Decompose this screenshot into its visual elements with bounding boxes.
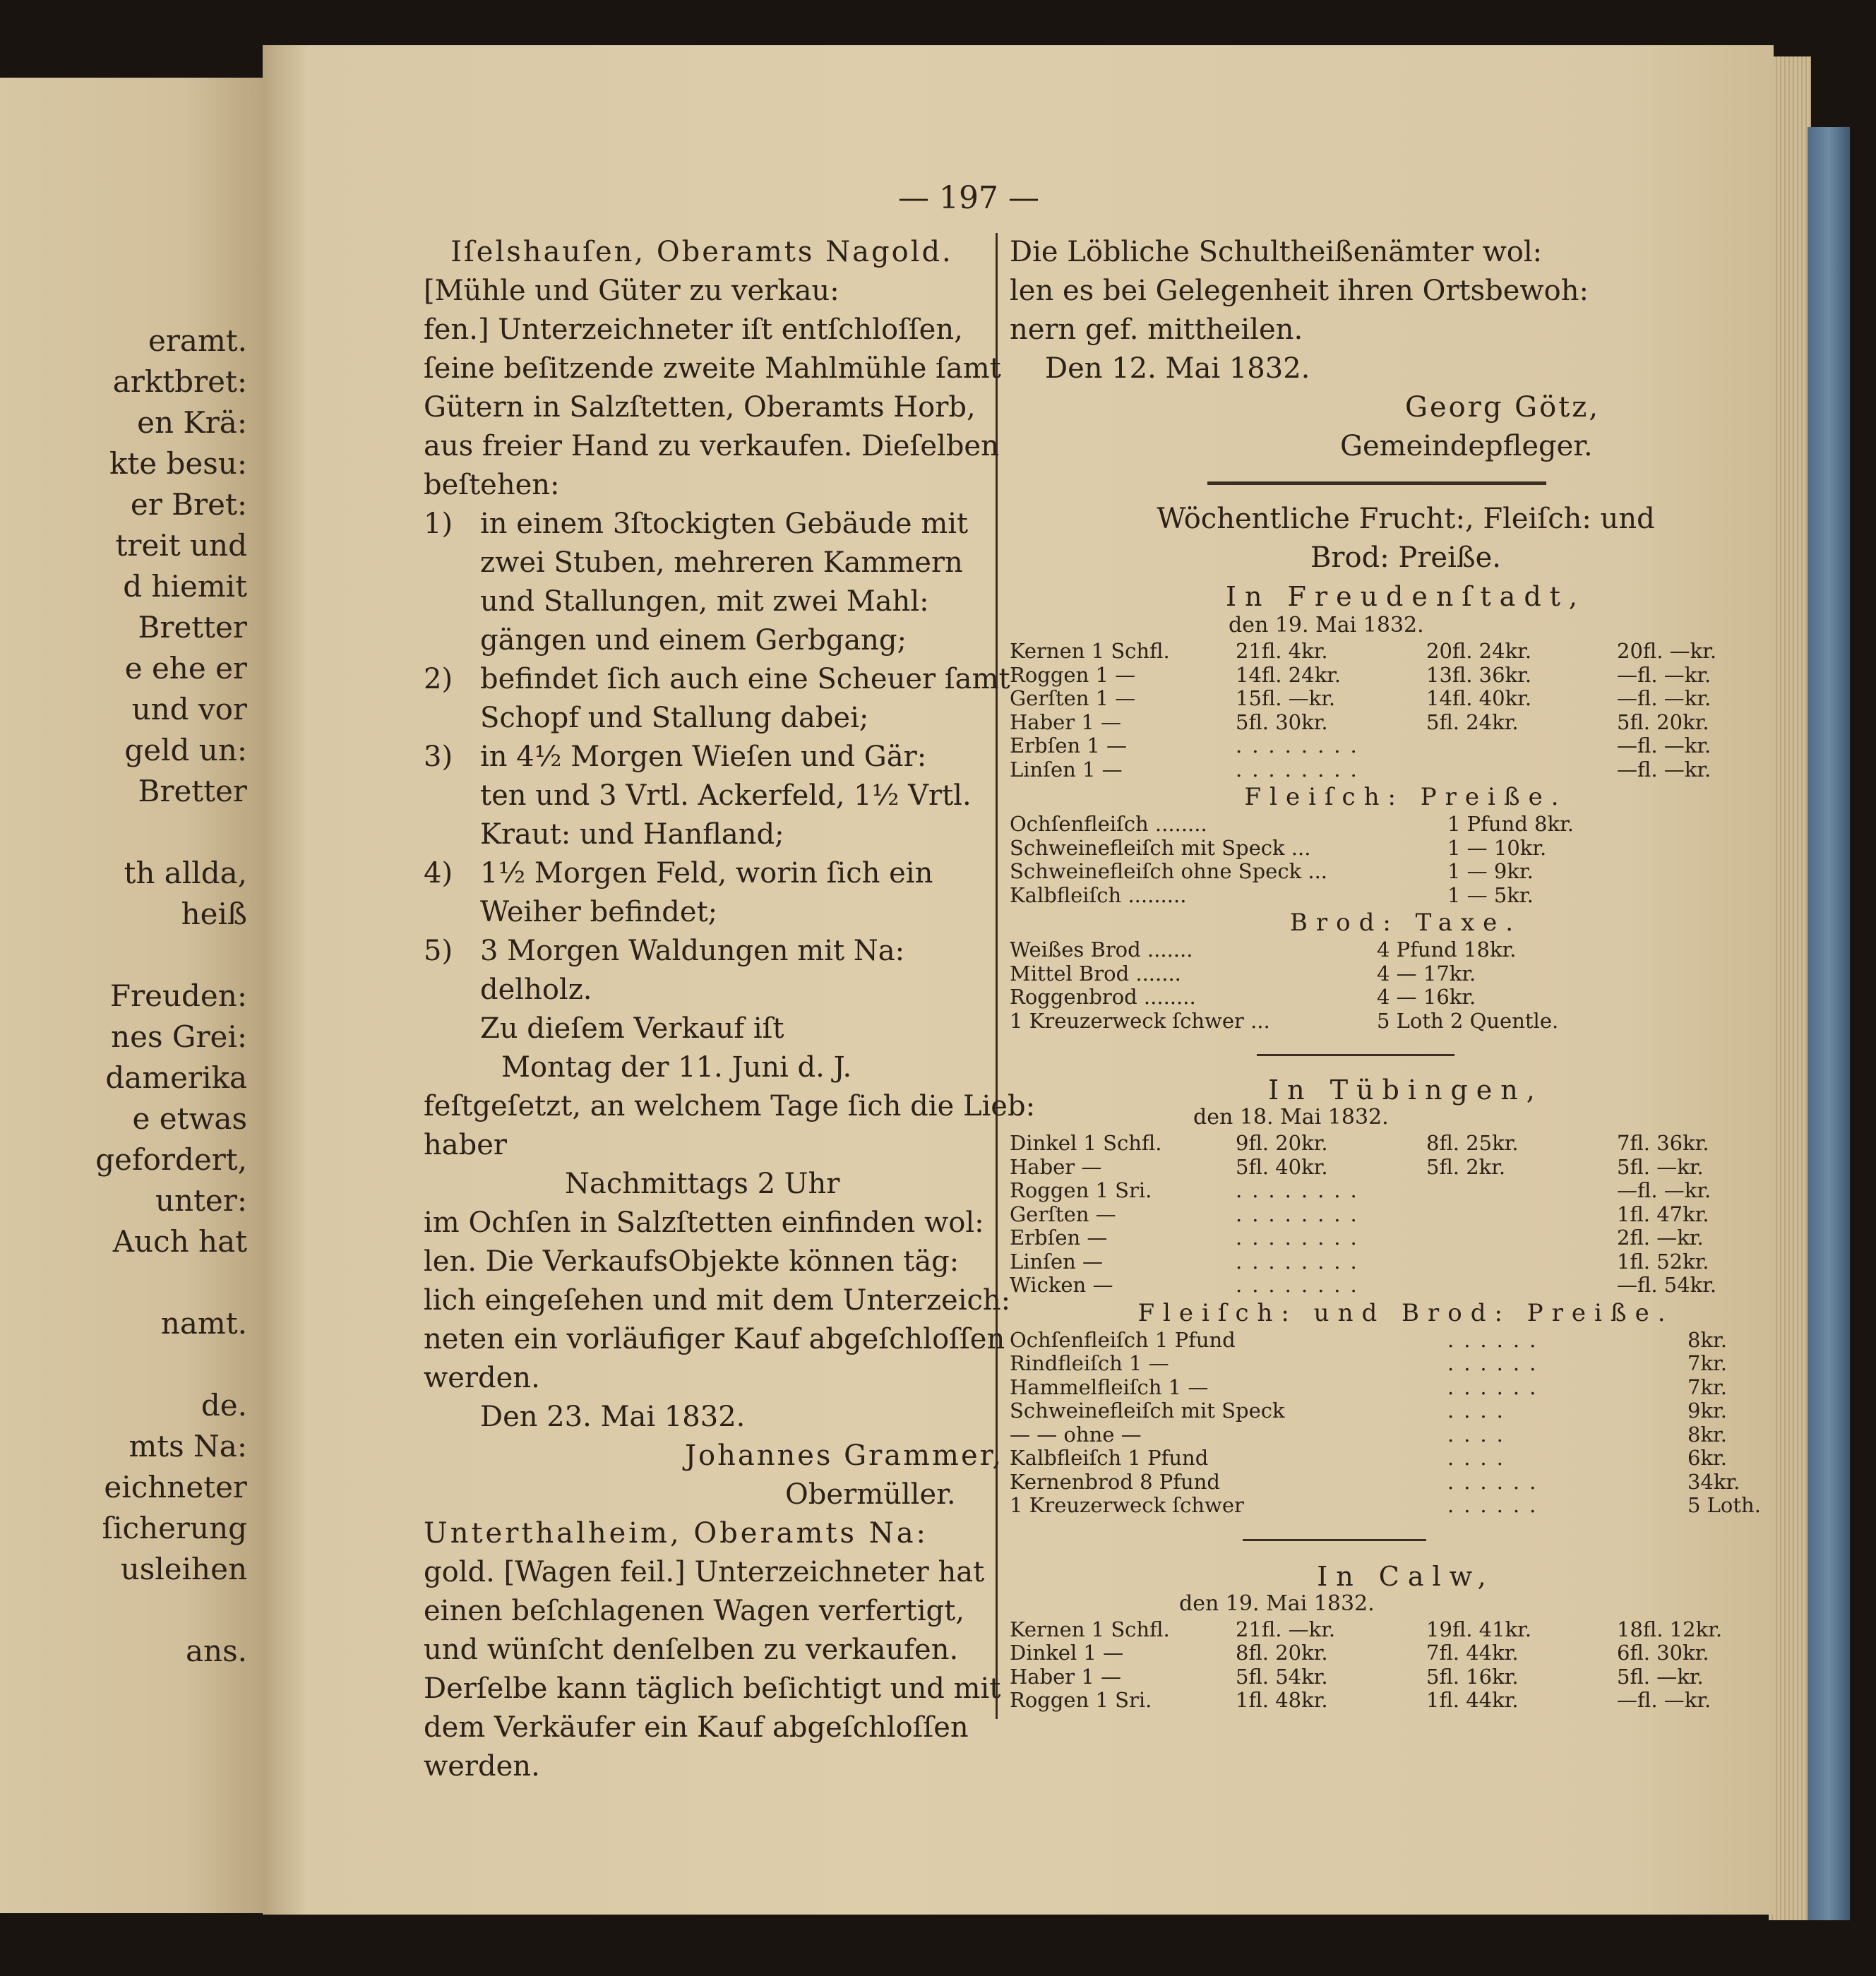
left-fragment-line: heiß xyxy=(181,897,247,931)
table-cell: 7kr. xyxy=(1687,1351,1727,1375)
table-cell: 1 Pfund 8kr. xyxy=(1447,812,1574,836)
table-cell: 8kr. xyxy=(1687,1327,1727,1352)
table-cell: ........ xyxy=(1236,1178,1367,1202)
list-text-line: 3 Morgen Waldungen mit Na: xyxy=(480,935,905,967)
ornamental-rule xyxy=(1207,481,1546,485)
auction-date: Montag der 11. Juni d. J. xyxy=(501,1051,852,1084)
table-cell: ...... xyxy=(1447,1493,1546,1517)
notice-text-line: werden. xyxy=(424,1750,540,1783)
table-cell: Schweinefleiſch ohne Speck ... xyxy=(1010,859,1328,883)
table-cell: ........ xyxy=(1236,757,1367,782)
table-cell: 8kr. xyxy=(1687,1422,1727,1447)
signer-name: Johannes Grammer, xyxy=(685,1439,1004,1472)
table-cell: —fl. —kr. xyxy=(1617,757,1711,782)
sale-text-line: feſtgeſetzt, an welchem Tage ſich die Lieb: xyxy=(424,1090,1036,1122)
left-fragment-line: treit und xyxy=(115,528,247,563)
table-cell: 5fl. 16kr. xyxy=(1426,1664,1519,1689)
table-cell: ........ xyxy=(1236,1226,1367,1250)
table-cell: 13fl. 36kr. xyxy=(1426,662,1532,687)
section-rule xyxy=(1243,1539,1426,1541)
left-fragment-line: Bretter xyxy=(138,774,247,808)
left-fragment-line: eramt. xyxy=(148,323,247,358)
table-row xyxy=(1010,813,1774,837)
table-cell: 8fl. 20kr. xyxy=(1236,1641,1328,1665)
table-row xyxy=(1010,1250,1774,1274)
notice-text-line: aus freier Hand zu verkaufen. Dieſelben xyxy=(424,430,999,462)
table-row xyxy=(1010,687,1774,711)
table-cell: Schweinefleiſch mit Speck xyxy=(1010,1399,1285,1423)
section-heading: Brod: Taxe. xyxy=(1289,909,1522,937)
table-row xyxy=(1010,884,1774,908)
notice-text-line: Die Löbliche Schultheißenämter wol: xyxy=(1010,236,1543,268)
page-edges xyxy=(1769,56,1811,1920)
auction-time: Nachmittags 2 Uhr xyxy=(565,1168,840,1200)
table-cell: Erbſen 1 — xyxy=(1010,733,1128,758)
table-cell: Roggen 1 — xyxy=(1010,662,1136,687)
sale-text-line: haber xyxy=(424,1129,508,1161)
table-row xyxy=(1010,1329,1774,1353)
left-fragment-line: e ehe er xyxy=(124,651,247,685)
table-cell: ........ xyxy=(1236,1249,1367,1274)
left-fragment-line: geld un: xyxy=(124,733,247,767)
table-row xyxy=(1010,962,1774,986)
notice-text-line: beſtehen: xyxy=(424,469,560,501)
table-cell: 5fl. 24kr. xyxy=(1426,709,1519,734)
left-page xyxy=(0,78,263,1913)
table-cell: —fl. —kr. xyxy=(1617,686,1711,710)
left-fragment-line: ſicherung xyxy=(102,1511,247,1545)
table-cell: Haber 1 — xyxy=(1010,1664,1122,1689)
list-text-line: Schopf und Stallung dabei; xyxy=(480,702,869,734)
left-fragment-line: Bretter xyxy=(138,610,247,645)
list-text-line: in 4½ Morgen Wieſen und Gär: xyxy=(480,741,927,773)
table-cell: Dinkel 1 — xyxy=(1010,1641,1124,1665)
notice-heading: Iſelshauſen, Oberamts Nagold. xyxy=(450,236,953,268)
grain-price-table xyxy=(1010,1618,1774,1713)
table-cell: Roggenbrod ........ xyxy=(1010,985,1196,1009)
left-fragment-line: eichneter xyxy=(104,1470,247,1504)
left-fragment-line: kte besu: xyxy=(109,446,247,481)
price-list-title: Brod: Preiße. xyxy=(1310,541,1501,574)
table-cell: 5fl. 40kr. xyxy=(1236,1154,1328,1179)
list-number: 1) xyxy=(424,508,453,540)
list-text-line: und Stallungen, mit zwei Mahl: xyxy=(480,585,929,618)
notice-text-line: Unterthalheim, Oberamts Na: xyxy=(424,1517,929,1550)
sale-text-line: im Ochſen in Salzſtetten einfinden wol: xyxy=(424,1206,984,1239)
table-cell: 14fl. 24kr. xyxy=(1236,662,1342,687)
signer-name: Georg Götz, xyxy=(1405,391,1601,424)
left-fragment-line: damerika xyxy=(105,1060,247,1095)
table-cell: ........ xyxy=(1236,1273,1367,1297)
notice-text-line: und wünſcht denſelben zu verkaufen. xyxy=(424,1634,959,1666)
table-cell: 1 Kreuzerweck ſchwer ... xyxy=(1010,1008,1270,1033)
table-row xyxy=(1010,860,1774,884)
table-cell: 1 — 5kr. xyxy=(1447,882,1534,907)
table-cell: Roggen 1 Sri. xyxy=(1010,1178,1152,1202)
list-text-line: ten und 3 Vrtl. Ackerfeld, 1½ Vrtl. xyxy=(480,779,972,812)
left-fragment-line: arktbret: xyxy=(112,364,247,399)
table-cell: 5fl. 2kr. xyxy=(1426,1154,1506,1179)
table-cell: Kernen 1 Schfl. xyxy=(1010,1617,1170,1641)
list-number: 3) xyxy=(424,741,453,773)
left-fragment-line: namt. xyxy=(160,1306,247,1341)
table-cell: 1fl. 52kr. xyxy=(1617,1249,1709,1274)
table-cell: Ochſenfleiſch 1 Pfund xyxy=(1010,1327,1236,1352)
table-row xyxy=(1010,1494,1774,1518)
table-cell: 15fl. —kr. xyxy=(1236,686,1336,710)
table-row xyxy=(1010,1399,1774,1423)
place-date: den 19. Mai 1832. xyxy=(1229,613,1424,637)
table-row xyxy=(1010,711,1774,735)
left-fragment-line: Auch hat xyxy=(112,1224,247,1259)
table-row xyxy=(1010,1423,1774,1447)
table-cell: .... xyxy=(1447,1399,1513,1423)
notice-text-line: fen.] Unterzeichneter iſt entſchloſſen, xyxy=(424,313,963,346)
notice-text-line: nern gef. mittheilen. xyxy=(1010,313,1303,346)
table-cell: 21fl. —kr. xyxy=(1236,1617,1336,1641)
table-cell: Kernen 1 Schfl. xyxy=(1010,639,1170,663)
place-heading: In Calw, xyxy=(1317,1560,1495,1592)
table-cell: Haber — xyxy=(1010,1154,1102,1179)
table-cell: 9kr. xyxy=(1687,1399,1727,1423)
table-cell: 5fl. —kr. xyxy=(1617,1154,1704,1179)
sale-text-line: lich eingeſehen und mit dem Unterzeich: xyxy=(424,1284,1011,1317)
table-cell: 7kr. xyxy=(1687,1375,1727,1399)
table-cell: Mittel Brod ....... xyxy=(1010,961,1181,986)
table-cell: 5fl. 54kr. xyxy=(1236,1664,1328,1689)
left-fragment-line: er Bret: xyxy=(130,487,247,522)
table-cell: —fl. —kr. xyxy=(1617,733,1711,758)
table-row xyxy=(1010,1471,1774,1495)
table-cell: Wicken — xyxy=(1010,1273,1113,1297)
list-text-line: in einem 3ſtockigten Gebäude mit xyxy=(480,508,969,540)
sale-text-line: len. Die VerkaufsObjekte können täg: xyxy=(424,1245,960,1278)
table-cell: 1fl. 47kr. xyxy=(1617,1202,1709,1226)
place-heading: In Freudenſtadt, xyxy=(1225,581,1586,612)
notice-text-line: dem Verkäufer ein Kauf abgeſchloſſen xyxy=(424,1711,969,1744)
place-heading: In Tübingen, xyxy=(1268,1074,1543,1106)
dated-line: Den 23. Mai 1832. xyxy=(480,1401,746,1433)
sale-text-line: neten ein vorläufiger Kauf abgeſchloſſen xyxy=(424,1323,1005,1355)
price-table xyxy=(1010,1329,1774,1518)
table-cell: ........ xyxy=(1236,1202,1367,1226)
notice-text-line: gold. [Wagen feil.] Unterzeichneter hat xyxy=(424,1556,985,1588)
price-list-title: Wöchentliche Frucht:, Fleiſch: und xyxy=(1157,503,1655,535)
list-text-line: zwei Stuben, mehreren Kammern xyxy=(480,546,963,579)
table-cell: 6fl. 30kr. xyxy=(1617,1641,1709,1665)
table-cell: 5 Loth 2 Quentle. xyxy=(1377,1008,1559,1033)
list-text-line: gängen und einem Gerbgang; xyxy=(480,624,907,657)
table-cell: 20fl. 24kr. xyxy=(1426,639,1532,663)
table-cell: 34kr. xyxy=(1687,1469,1740,1494)
table-row xyxy=(1010,1203,1774,1227)
list-number: 5) xyxy=(424,935,453,967)
table-cell: .... xyxy=(1447,1422,1513,1447)
table-cell: 5fl. —kr. xyxy=(1617,1664,1704,1689)
left-fragment-line: th allda, xyxy=(124,856,247,890)
left-fragment-line: unter: xyxy=(155,1183,247,1218)
table-cell: 5 Loth. xyxy=(1687,1493,1761,1517)
table-cell: 2fl. —kr. xyxy=(1617,1226,1704,1250)
table-cell: Gerſten — xyxy=(1010,1202,1116,1226)
table-row xyxy=(1010,837,1774,861)
right-page xyxy=(263,45,1774,1915)
table-cell: 21fl. 4kr. xyxy=(1236,639,1328,663)
place-date: den 19. Mai 1832. xyxy=(1179,1591,1375,1616)
table-cell: Ochſenfleiſch ........ xyxy=(1010,812,1207,836)
table-cell: 1fl. 48kr. xyxy=(1236,1688,1328,1712)
table-row xyxy=(1010,1689,1774,1713)
table-cell: ...... xyxy=(1447,1469,1546,1494)
table-cell: Weißes Brod ....... xyxy=(1010,938,1193,962)
place-date: den 18. Mai 1832. xyxy=(1193,1105,1389,1130)
table-cell: Erbſen — xyxy=(1010,1226,1108,1250)
table-row xyxy=(1010,986,1774,1010)
table-cell: Linſen 1 — xyxy=(1010,757,1123,782)
notice-text-line: [Mühle und Güter zu verkau: xyxy=(424,275,840,307)
book-cover xyxy=(1808,127,1850,1920)
notice-text-line: Gütern in Salzſtetten, Oberamts Horb, xyxy=(424,391,976,424)
left-fragment-line: mts Na: xyxy=(129,1429,247,1463)
left-fragment-line: gefordert, xyxy=(95,1142,247,1177)
list-number: 2) xyxy=(424,663,453,695)
list-number: 4) xyxy=(424,857,453,890)
table-cell: Dinkel 1 Schfl. xyxy=(1010,1131,1162,1155)
table-row xyxy=(1010,640,1774,664)
grain-price-table xyxy=(1010,1132,1774,1298)
table-cell: Kalbfleiſch 1 Pfund xyxy=(1010,1446,1209,1470)
table-row xyxy=(1010,758,1774,782)
list-text-line: delholz. xyxy=(480,974,592,1006)
table-cell: 9fl. 20kr. xyxy=(1236,1131,1328,1155)
table-cell: — — ohne — xyxy=(1010,1422,1142,1447)
table-cell: —fl. —kr. xyxy=(1617,662,1711,687)
table-cell: 19fl. 41kr. xyxy=(1426,1617,1532,1641)
table-row xyxy=(1010,1274,1774,1298)
table-cell: Linſen — xyxy=(1010,1249,1104,1274)
table-row xyxy=(1010,734,1774,758)
sale-text-line: werden. xyxy=(424,1362,540,1394)
left-fragment-line: Freuden: xyxy=(109,978,247,1013)
table-cell: 6kr. xyxy=(1687,1446,1727,1470)
table-cell: 4 — 16kr. xyxy=(1377,985,1476,1009)
notice-text-line: einen beſchlagenen Wagen verfertigt, xyxy=(424,1595,964,1627)
left-fragment-line: usleihen xyxy=(120,1552,247,1586)
table-cell: ...... xyxy=(1447,1375,1546,1399)
table-cell: —fl. —kr. xyxy=(1617,1688,1711,1712)
table-cell: 4 — 17kr. xyxy=(1377,961,1476,986)
table-row xyxy=(1010,664,1774,688)
table-cell: .... xyxy=(1447,1446,1513,1470)
table-cell: 14fl. 40kr. xyxy=(1426,686,1532,710)
page-number: — 197 — xyxy=(898,180,1039,216)
section-heading: Fleiſch: und Brod: Preiße. xyxy=(1137,1298,1674,1327)
list-text-line: Kraut: und Hanfland; xyxy=(480,818,784,851)
table-row xyxy=(1010,1641,1774,1665)
table-cell: 1 Kreuzerweck ſchwer xyxy=(1010,1493,1244,1517)
table-row xyxy=(1010,1447,1774,1471)
table-row xyxy=(1010,1226,1774,1250)
list-text-line: 1½ Morgen Feld, worin ſich ein xyxy=(480,857,933,890)
table-cell: Schweinefleiſch mit Speck ... xyxy=(1010,835,1311,860)
table-cell: 8fl. 25kr. xyxy=(1426,1131,1519,1155)
left-fragment-line: nes Grei: xyxy=(111,1019,247,1054)
list-text-line: befindet ſich auch eine Scheuer ſamt xyxy=(480,663,1010,695)
table-cell: —fl. —kr. xyxy=(1617,1178,1711,1202)
dated-line: Den 12. Mai 1832. xyxy=(1045,352,1310,385)
left-fragment-line: und vor xyxy=(131,692,247,726)
table-row xyxy=(1010,1665,1774,1689)
table-cell: Gerſten 1 — xyxy=(1010,686,1136,710)
left-fragment-line: ans. xyxy=(186,1634,247,1668)
table-row xyxy=(1010,1618,1774,1642)
table-cell: 5fl. 20kr. xyxy=(1617,709,1709,734)
grain-price-table xyxy=(1010,640,1774,782)
sale-text: Zu dieſem Verkauf iſt xyxy=(480,1012,784,1045)
signer-title: Obermüller. xyxy=(785,1478,956,1511)
table-row xyxy=(1010,1376,1774,1400)
table-cell: Kernenbrod 8 Pfund xyxy=(1010,1469,1220,1494)
section-heading: Fleiſch: Preiße. xyxy=(1244,783,1567,811)
left-fragment-line: d hiemit xyxy=(123,569,247,604)
table-cell: 7fl. 36kr. xyxy=(1617,1131,1709,1155)
table-row xyxy=(1010,1132,1774,1156)
signer-title: Gemeindepfleger. xyxy=(1340,430,1593,462)
table-cell: 18fl. 12kr. xyxy=(1617,1617,1723,1641)
table-row xyxy=(1010,1179,1774,1203)
table-cell: ...... xyxy=(1447,1327,1546,1352)
price-table xyxy=(1010,938,1774,1033)
table-cell: 1fl. 44kr. xyxy=(1426,1688,1519,1712)
table-cell: ........ xyxy=(1236,733,1367,758)
notice-text-line: ſeine beſitzende zweite Mahlmühle ſamt xyxy=(424,352,1001,385)
table-row xyxy=(1010,1156,1774,1180)
notice-text-line: Derſelbe kann täglich beſichtigt und mit xyxy=(424,1672,1001,1705)
left-fragment-line: e etwas xyxy=(132,1101,247,1136)
table-row xyxy=(1010,1010,1774,1034)
table-row xyxy=(1010,1352,1774,1376)
table-cell: Hammelfleiſch 1 — xyxy=(1010,1375,1209,1399)
table-cell: Kalbfleiſch ......... xyxy=(1010,882,1187,907)
table-cell: 5fl. 30kr. xyxy=(1236,709,1328,734)
section-rule xyxy=(1257,1054,1454,1056)
table-cell: —fl. 54kr. xyxy=(1617,1273,1717,1297)
table-cell: Haber 1 — xyxy=(1010,709,1122,734)
table-cell: ...... xyxy=(1447,1351,1546,1375)
price-table xyxy=(1010,813,1774,907)
list-text-line: Weiher befindet; xyxy=(480,896,718,928)
table-cell: 1 — 10kr. xyxy=(1447,835,1547,860)
table-cell: Rindfleiſch 1 — xyxy=(1010,1351,1169,1375)
table-cell: 7fl. 44kr. xyxy=(1426,1641,1519,1665)
notice-text-line: len es bei Gelegenheit ihren Ortsbewoh: xyxy=(1010,275,1589,307)
left-fragment-line: en Krä: xyxy=(137,405,247,440)
table-cell: 20fl. —kr. xyxy=(1617,639,1717,663)
table-row xyxy=(1010,938,1774,962)
table-cell: 1 — 9kr. xyxy=(1447,859,1534,883)
table-cell: 4 Pfund 18kr. xyxy=(1377,938,1517,962)
table-cell: Roggen 1 Sri. xyxy=(1010,1688,1152,1712)
left-fragment-line: de. xyxy=(201,1388,247,1423)
